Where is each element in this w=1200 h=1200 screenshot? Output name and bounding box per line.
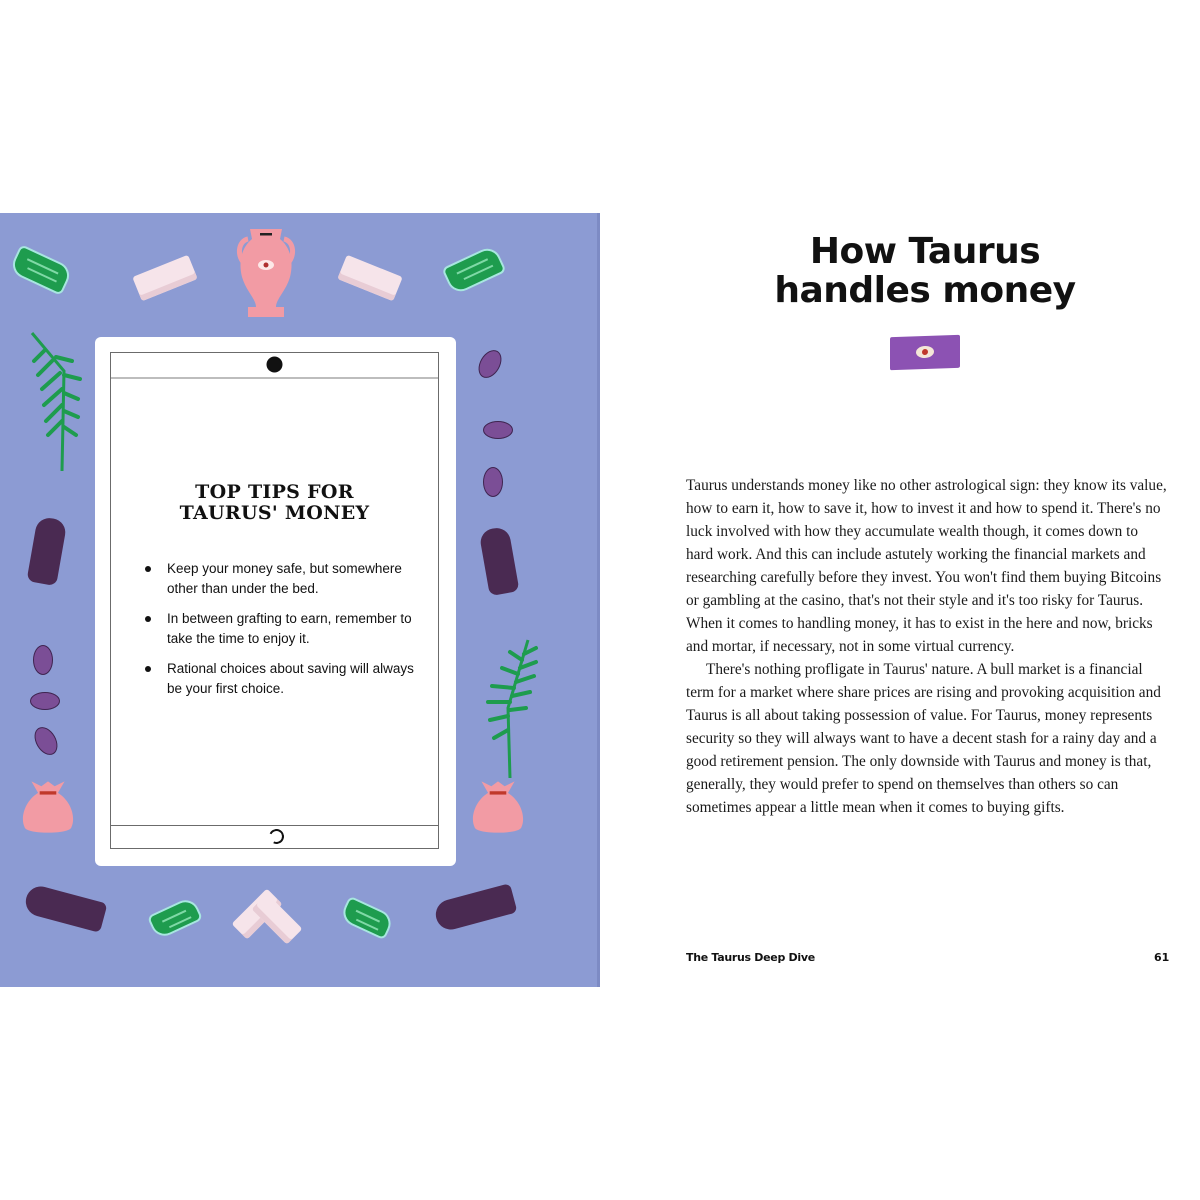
money-bag-icon <box>470 778 526 836</box>
card-header-band <box>111 353 438 379</box>
bullet-icon <box>145 666 151 672</box>
tips-list <box>141 559 431 709</box>
page-title-line1: How Taurus <box>809 231 1041 272</box>
gold-bar-icon <box>337 255 402 302</box>
moon-icon <box>266 827 285 846</box>
hand-icon <box>432 883 517 933</box>
coin-icon <box>30 723 62 759</box>
eye-icon <box>916 346 934 359</box>
coin-icon <box>30 692 60 710</box>
page-title <box>760 232 1090 310</box>
coin-icon <box>483 421 513 439</box>
banknote-eye-icon <box>890 335 960 370</box>
tip-item <box>141 659 431 698</box>
body-text <box>686 474 1168 819</box>
hand-icon <box>26 516 67 586</box>
left-page-illustration <box>0 213 600 987</box>
running-footer-title: The Taurus Deep Dive <box>686 951 815 964</box>
gem-icon <box>147 896 203 941</box>
tip-text: In between grafting to earn, remember to take the time to enjoy it. <box>167 611 412 646</box>
tips-card <box>95 337 456 866</box>
tips-card-title-line2: TAURUS' MONEY <box>179 502 370 524</box>
tips-card-title <box>111 482 438 524</box>
gold-bar-icon <box>132 255 197 302</box>
coin-icon <box>483 467 503 497</box>
hand-icon <box>478 526 519 596</box>
tip-text: Rational choices about saving will always be your first choice. <box>167 661 414 696</box>
bullet-icon <box>145 566 151 572</box>
tip-text: Keep your money safe, but somewhere other than under the bed. <box>167 561 402 596</box>
card-footer-band <box>111 825 438 848</box>
tip-item <box>141 559 431 598</box>
coin-icon <box>474 346 506 382</box>
page-number: 61 <box>1154 951 1170 964</box>
gem-icon <box>441 244 506 296</box>
bullet-icon <box>145 616 151 622</box>
gem-icon <box>8 244 73 296</box>
gem-icon <box>339 896 395 941</box>
body-paragraph: Taurus understands money like no other astrological sign: they know its value, how to earn it, how to save it, how to invest it and how to spend it. There's no luck involved with how they accumulate wealth though, it comes down to hard work. And this can include astutely working the financial markets and researching carefully before they invest. You won't find them buying Bitcoins or gambling at the casino, that's not their style and it's too risky for Taurus. When it comes to handling money, it has to exist in the here and now, bricks and mortar, if necessary, not in some virtual currency. <box>686 477 1167 655</box>
coin-icon <box>33 645 53 675</box>
tips-card-frame <box>110 352 439 849</box>
sun-icon <box>268 358 281 371</box>
leaf-branch-icon <box>480 638 540 788</box>
leaf-branch-icon <box>24 331 84 481</box>
tip-item <box>141 609 431 648</box>
body-paragraph: There's nothing profligate in Taurus' nature. A bull market is a financial term for a market where share prices are rising and provoking acquisition and Taurus is all about taking possession of value. For Taurus, money represents security so they will always want to have a decent stash for a rainy day and a good retirement pension. The only downside with Taurus and money is that, generally, they would prefer to spend on themselves than others so can sometimes appear a little mean when it comes to buying gifts. <box>686 661 1161 816</box>
tips-card-title-line1: TOP TIPS FOR <box>195 481 354 503</box>
hand-icon <box>22 883 107 933</box>
vase-icon <box>236 225 296 321</box>
money-bag-icon <box>20 778 76 836</box>
page-title-line2: handles money <box>774 270 1076 311</box>
